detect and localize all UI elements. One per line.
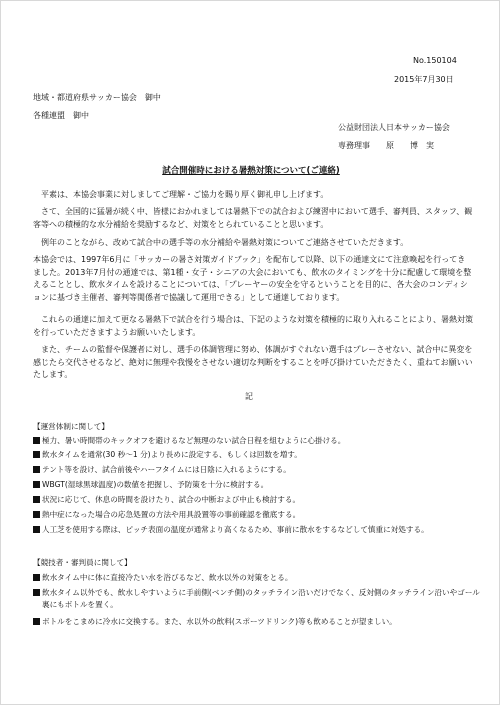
recipient-line-2: 各種連盟 御中 <box>33 111 89 120</box>
bullet-square-icon <box>33 618 40 625</box>
list-item: WBGT(湿球黒球温度)の数値を把握し、予防策を十分に検討する。 <box>33 479 473 491</box>
paragraph-history: 本協会では、1997年6月に「サッカーの暑さ対策ガイドブック」を配布して以降、以下の通達文にて注意喚起を行ってきました。2013年7月付の通達では、第1種・女子・シニアの大会においても、飲水のタイミングを十分に配慮して環境を整えることとし、飲水タイムを設けることについては、「プレーヤーの安全を守るということを目的に、各大会のコンディションに基づき主催者、審判等関係者で協議して運用できる」として通達しております。 <box>33 255 472 302</box>
section-operations-heading: 【運営体制に関して】 <box>33 422 109 431</box>
paragraph-intro: さて、全国的に猛暑が続く中、皆様におかれましては暑熱下での試合および練習中において選手、審判員、スタッフ、観客等への積極的な水分補給を奨励するなど、対策をとられていることと思います。 <box>33 207 473 229</box>
bullet-square-icon <box>33 437 40 444</box>
list-item: 飲水タイム中に体に直接冷たい水を浴びるなど、飲水以外の対策をとる。 <box>33 572 473 584</box>
sender-person: 専務理事 原 博 実 <box>338 141 434 150</box>
document-number: No.150104 <box>413 56 457 65</box>
bullet-square-icon <box>33 451 40 458</box>
document-title <box>1 166 500 177</box>
list-item: テント等を設け、試合前後やハーフタイムには日陰に入れるようにする。 <box>33 464 473 476</box>
list-item: ボトルをこまめに冷水に交換する。また、水以外の飲料(スポーツドリンク)等も飲めることが望ましい。 <box>33 616 473 628</box>
paragraph-coaches: また、チームの監督や保護者に対し、選手の体調管理に努め、体調がすぐれない選手はプレーさせない、試合中に異変を感じたら交代させるなど、絶対に無理や我慢をさせない適切な判断をすることを呼び掛けていただきたく、重ねてお願いいたします。 <box>33 345 473 379</box>
list-item: 人工芝を使用する際は、ピッチ表面の温度が通常より高くなるため、事前に散水をするなどして慎重に対処する。 <box>33 524 473 536</box>
bullet-square-icon <box>33 496 40 503</box>
bullet-square-icon <box>33 589 40 596</box>
section-players-heading: 【競技者・審判員に関して】 <box>33 558 132 567</box>
paragraph-greeting: 平素は、本協会事業に対しましてご理解・ご協力を賜り厚く御礼申し上げます。 <box>41 190 329 199</box>
recipient-line-1: 地域・都道府県サッカー協会 御中 <box>33 93 161 102</box>
paragraph-purpose: 例年のことながら、改めて試合中の選手等の水分補給や暑熱対策についてご連絡させていただきます。 <box>41 238 409 247</box>
ki-heading: 記 <box>245 392 253 401</box>
list-item: 状況に応じて、休息の時間を設けたり、試合の中断および中止も検討する。 <box>33 494 473 506</box>
bullet-square-icon <box>33 511 40 518</box>
document-date: 2015年7月30日 <box>394 75 454 84</box>
list-item: 熱中症になった場合の応急処置の方法や用具設置等の事前確認を徹底する。 <box>33 509 473 521</box>
bullet-square-icon <box>33 466 40 473</box>
paragraph-request: これらの通達に加えて更なる暑熱下で試合を行う場合は、下記のような対策を積極的に取り入れることにより、暑熱対策を行っていただきますようお願いいたします。 <box>33 315 473 337</box>
sender-organization: 公益財団法人日本サッカー協会 <box>338 123 450 132</box>
list-item: 飲水タイムを通常(30 秒～1 分)より長めに設定する、もしくは回数を増す。 <box>33 449 473 461</box>
list-item: 飲水タイム以外でも、飲水しやすいように手前側(ベンチ側)のタッチライン沿いだけでなく、反対側のタッチライン沿いやゴール裏にもボトルを置く。 <box>33 587 482 611</box>
bullet-square-icon <box>33 526 40 533</box>
bullet-square-icon <box>33 481 40 488</box>
document-title-text: 試合開催時における暑熱対策について(ご連絡) <box>162 166 340 176</box>
list-item: 極力、暑い時間帯のキックオフを避けるなど無理のない試合日程を組むように心掛ける。 <box>33 435 473 447</box>
bullet-square-icon <box>33 574 40 581</box>
